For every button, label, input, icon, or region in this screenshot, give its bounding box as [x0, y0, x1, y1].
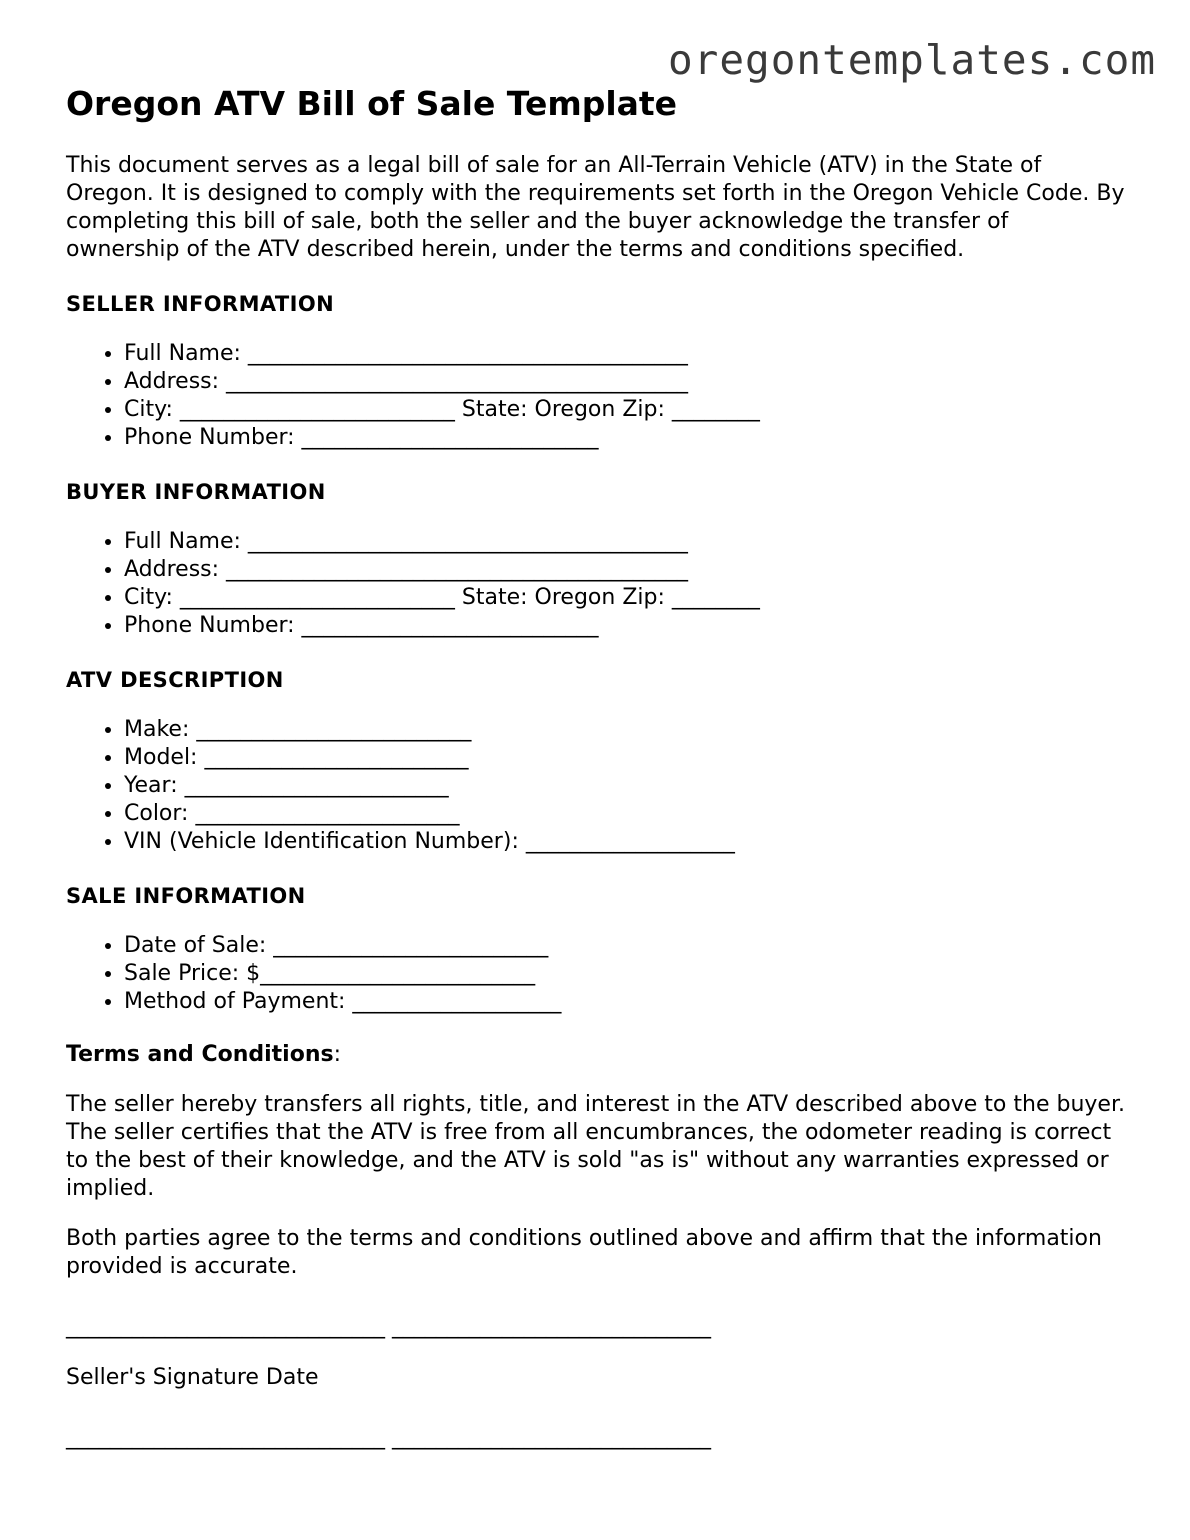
seller-phone-field: • Phone Number: ___________________________	[124, 424, 1126, 452]
seller-signature-label: Seller's Signature Date	[66, 1365, 319, 1390]
seller-heading: SELLER INFORMATION	[66, 292, 335, 316]
buyer-address-field: • Address: __________________________________________	[124, 556, 1126, 584]
atv-color-field: • Color: ________________________	[124, 800, 1126, 828]
seller-city-field: • City: _________________________ State: Oregon Zip: ________	[124, 396, 1126, 424]
atv-model-field: • Model: ________________________	[124, 744, 1126, 772]
seller-list	[66, 340, 1126, 452]
buyer-full-name-field: • Full Name: ________________________________________	[124, 528, 1126, 556]
document	[66, 84, 1126, 1452]
terms-heading	[66, 1041, 1126, 1069]
signature-line-1: _____________________________ _____________________________	[66, 1314, 711, 1339]
intro-paragraph: This document serves as a legal bill of sale for an All-Terrain Vehicle (ATV) in the State of Oregon. It is designed to comply with the requirements set forth in the Oregon Vehicle Code. By completing this bill of sale, both the seller and the buyer acknowledge the transfer of ownership of the ATV described herein, under the terms and conditions specified.	[66, 153, 1125, 262]
sale-list	[66, 932, 1126, 1016]
atv-vin-field: • VIN (Vehicle Identification Number): ___________________	[124, 828, 1126, 856]
atv-make-field: • Make: _________________________	[124, 716, 1126, 744]
terms-paragraph-2: Both parties agree to the terms and conditions outlined above and affirm that the information provided is accurate.	[66, 1226, 1102, 1279]
atv-heading: ATV DESCRIPTION	[66, 668, 284, 692]
payment-method-field: • Method of Payment: ___________________	[124, 988, 1126, 1016]
atv-year-field: • Year: ________________________	[124, 772, 1126, 800]
buyer-city-field: • City: _________________________ State: Oregon Zip: ________	[124, 584, 1126, 612]
terms-paragraph-1: The seller hereby transfers all rights, title, and interest in the ATV described above to the buyer. The seller certifies that the ATV is free from all encumbrances, the odometer reading is correct to the best of their knowledge, and the ATV is sold "as is" without any warranties expressed or implied.	[66, 1092, 1125, 1201]
buyer-heading: BUYER INFORMATION	[66, 480, 326, 504]
document-title: Oregon ATV Bill of Sale Template	[66, 84, 678, 123]
terms-heading-text: Terms and Conditions	[66, 1042, 334, 1067]
buyer-list	[66, 528, 1126, 640]
terms-heading-colon: :	[333, 1042, 342, 1067]
seller-full-name-field: • Full Name: ________________________________________	[124, 340, 1126, 368]
sale-price-field: • Sale Price: $_________________________	[124, 960, 1126, 988]
buyer-phone-field: • Phone Number: ___________________________	[124, 612, 1126, 640]
signature-line-2: _____________________________ _____________________________	[66, 1425, 711, 1450]
atv-list	[66, 716, 1126, 856]
sale-heading: SALE INFORMATION	[66, 884, 306, 908]
sale-date-field: • Date of Sale: _________________________	[124, 932, 1126, 960]
watermark: oregontemplates.com	[668, 36, 1156, 84]
seller-address-field: • Address: __________________________________________	[124, 368, 1126, 396]
